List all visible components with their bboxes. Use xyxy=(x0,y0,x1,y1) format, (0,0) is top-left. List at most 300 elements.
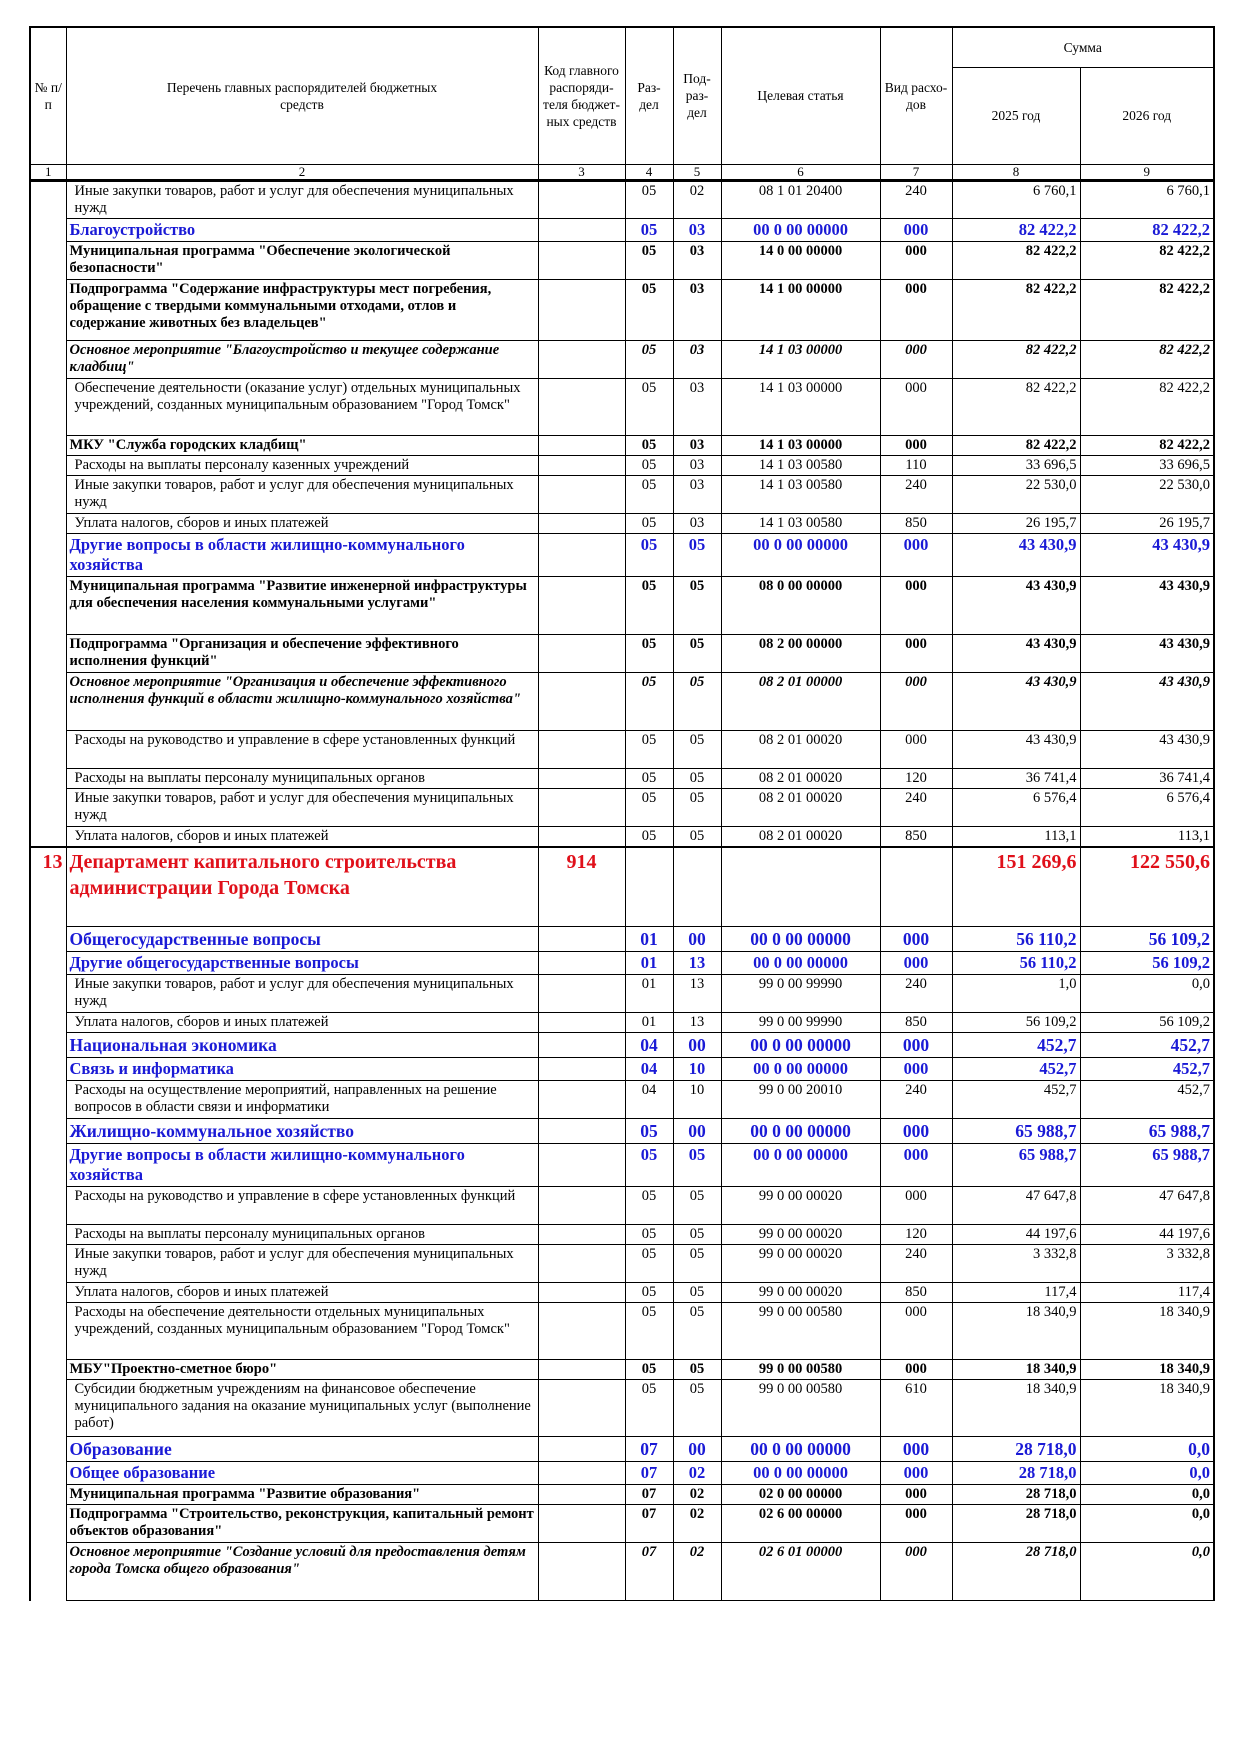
row-target xyxy=(721,847,880,927)
row-code xyxy=(538,1543,625,1601)
row-number xyxy=(30,241,66,279)
row-name: Другие вопросы в области жилищно-коммунального хозяйства xyxy=(66,533,538,576)
row-sum-2026: 65 988,7 xyxy=(1080,1144,1214,1187)
row-target: 00 0 00 00000 xyxy=(721,1119,880,1144)
row-sum-2026: 43 430,9 xyxy=(1080,576,1214,634)
row-code xyxy=(538,1119,625,1144)
row-target: 00 0 00 00000 xyxy=(721,927,880,952)
row-razdel: 01 xyxy=(625,975,673,1013)
row-sum-2025: 43 430,9 xyxy=(952,672,1080,730)
table-row xyxy=(30,180,1214,218)
row-razdel: 05 xyxy=(625,1225,673,1245)
table-row xyxy=(30,1058,1214,1081)
row-sum-2025: 452,7 xyxy=(952,1033,1080,1058)
row-sum-2025: 22 530,0 xyxy=(952,475,1080,513)
row-vid: 850 xyxy=(880,826,952,847)
row-sum-2025: 26 195,7 xyxy=(952,513,1080,533)
row-razdel: 05 xyxy=(625,455,673,475)
table-row xyxy=(30,1437,1214,1462)
row-podrazdel: 05 xyxy=(673,576,721,634)
row-name: Расходы на руководство и управление в сфере установленных функций xyxy=(66,1187,538,1225)
row-razdel: 05 xyxy=(625,180,673,218)
row-name: Основное мероприятие "Благоустройство и текущее содержание кладбищ" xyxy=(66,340,538,378)
row-target: 14 1 03 00000 xyxy=(721,378,880,435)
row-vid: 120 xyxy=(880,1225,952,1245)
row-vid: 000 xyxy=(880,218,952,241)
row-vid: 000 xyxy=(880,1303,952,1360)
table-row xyxy=(30,218,1214,241)
table-row xyxy=(30,1144,1214,1187)
row-target: 00 0 00 00000 xyxy=(721,1144,880,1187)
row-vid: 000 xyxy=(880,952,952,975)
row-target: 08 2 00 00000 xyxy=(721,634,880,672)
row-vid: 000 xyxy=(880,927,952,952)
row-target: 00 0 00 00000 xyxy=(721,1058,880,1081)
row-sum-2025: 151 269,6 xyxy=(952,847,1080,927)
row-target: 99 0 00 00020 xyxy=(721,1245,880,1283)
row-razdel: 05 xyxy=(625,241,673,279)
row-target: 02 0 00 00000 xyxy=(721,1485,880,1505)
row-sum-2025: 47 647,8 xyxy=(952,1187,1080,1225)
row-sum-2026: 113,1 xyxy=(1080,826,1214,847)
row-vid: 000 xyxy=(880,1119,952,1144)
row-sum-2025: 18 340,9 xyxy=(952,1380,1080,1437)
table-row xyxy=(30,1543,1214,1601)
row-name: Уплата налогов, сборов и иных платежей xyxy=(66,826,538,847)
row-sum-2025: 452,7 xyxy=(952,1058,1080,1081)
row-sum-2025: 452,7 xyxy=(952,1081,1080,1119)
row-target: 08 2 01 00000 xyxy=(721,672,880,730)
row-vid: 000 xyxy=(880,1505,952,1543)
row-code xyxy=(538,730,625,768)
row-number xyxy=(30,1485,66,1505)
row-sum-2026: 452,7 xyxy=(1080,1033,1214,1058)
row-podrazdel: 03 xyxy=(673,218,721,241)
table-row xyxy=(30,672,1214,730)
table-row xyxy=(30,952,1214,975)
row-razdel: 05 xyxy=(625,1360,673,1380)
row-razdel: 05 xyxy=(625,1187,673,1225)
row-podrazdel xyxy=(673,847,721,927)
table-row xyxy=(30,1033,1214,1058)
row-razdel: 05 xyxy=(625,378,673,435)
row-number xyxy=(30,768,66,788)
row-podrazdel: 05 xyxy=(673,533,721,576)
header-code: Код главного распоряди-теля бюджет-ных средств xyxy=(538,27,625,164)
row-name: Основное мероприятие "Создание условий для предоставления детям города Томска общего образования" xyxy=(66,1543,538,1601)
row-sum-2026: 43 430,9 xyxy=(1080,533,1214,576)
row-sum-2025: 43 430,9 xyxy=(952,533,1080,576)
row-name: Подпрограмма "Организация и обеспечение эффективного исполнения функций" xyxy=(66,634,538,672)
table-row xyxy=(30,1225,1214,1245)
row-sum-2025: 82 422,2 xyxy=(952,435,1080,455)
row-podrazdel: 05 xyxy=(673,788,721,826)
row-target: 08 0 00 00000 xyxy=(721,576,880,634)
row-name: МБУ"Проектно-сметное бюро" xyxy=(66,1360,538,1380)
row-sum-2026: 43 430,9 xyxy=(1080,672,1214,730)
row-sum-2025: 82 422,2 xyxy=(952,340,1080,378)
row-vid: 000 xyxy=(880,1187,952,1225)
row-number xyxy=(30,1505,66,1543)
row-podrazdel: 02 xyxy=(673,1505,721,1543)
row-sum-2025: 18 340,9 xyxy=(952,1303,1080,1360)
row-podrazdel: 05 xyxy=(673,826,721,847)
row-target: 08 1 01 20400 xyxy=(721,180,880,218)
row-sum-2025: 43 430,9 xyxy=(952,634,1080,672)
row-number xyxy=(30,435,66,455)
row-sum-2025: 65 988,7 xyxy=(952,1119,1080,1144)
row-razdel: 01 xyxy=(625,952,673,975)
header-vid: Вид расхо-дов xyxy=(880,27,952,164)
row-vid: 000 xyxy=(880,241,952,279)
row-code xyxy=(538,513,625,533)
row-vid: 000 xyxy=(880,576,952,634)
row-sum-2025: 82 422,2 xyxy=(952,279,1080,340)
row-number xyxy=(30,634,66,672)
table-header xyxy=(30,27,1214,180)
row-sum-2025: 82 422,2 xyxy=(952,218,1080,241)
row-name: Благоустройство xyxy=(66,218,538,241)
row-target: 99 0 00 00580 xyxy=(721,1303,880,1360)
row-code xyxy=(538,1380,625,1437)
header-sum: Сумма xyxy=(952,27,1214,67)
row-sum-2026: 0,0 xyxy=(1080,1505,1214,1543)
row-sum-2026: 56 109,2 xyxy=(1080,952,1214,975)
row-sum-2025: 3 332,8 xyxy=(952,1245,1080,1283)
table-row xyxy=(30,634,1214,672)
table-row xyxy=(30,475,1214,513)
row-number xyxy=(30,513,66,533)
row-code xyxy=(538,279,625,340)
row-number xyxy=(30,378,66,435)
row-number xyxy=(30,1225,66,1245)
row-name: Подпрограмма "Строительство, реконструкция, капитальный ремонт объектов образования" xyxy=(66,1505,538,1543)
row-code xyxy=(538,180,625,218)
col-number: 7 xyxy=(880,164,952,180)
table-row xyxy=(30,1505,1214,1543)
row-podrazdel: 05 xyxy=(673,1144,721,1187)
table-row xyxy=(30,1303,1214,1360)
row-name: Уплата налогов, сборов и иных платежей xyxy=(66,513,538,533)
row-sum-2025: 28 718,0 xyxy=(952,1505,1080,1543)
row-name: Связь и информатика xyxy=(66,1058,538,1081)
row-name: МКУ "Служба городских кладбищ" xyxy=(66,435,538,455)
row-vid: 000 xyxy=(880,730,952,768)
col-number: 4 xyxy=(625,164,673,180)
row-code: 914 xyxy=(538,847,625,927)
row-name: Расходы на выплаты персоналу казенных учреждений xyxy=(66,455,538,475)
row-number xyxy=(30,927,66,952)
row-razdel: 05 xyxy=(625,826,673,847)
row-sum-2026: 18 340,9 xyxy=(1080,1380,1214,1437)
row-target: 08 2 01 00020 xyxy=(721,768,880,788)
row-number xyxy=(30,340,66,378)
row-sum-2025: 36 741,4 xyxy=(952,768,1080,788)
row-sum-2026: 122 550,6 xyxy=(1080,847,1214,927)
row-name: Расходы на выплаты персоналу муниципальных органов xyxy=(66,1225,538,1245)
row-vid: 000 xyxy=(880,279,952,340)
row-name: Другие вопросы в области жилищно-коммунального хозяйства xyxy=(66,1144,538,1187)
row-code xyxy=(538,1013,625,1033)
row-vid: 240 xyxy=(880,1245,952,1283)
row-vid: 000 xyxy=(880,1543,952,1601)
row-vid: 000 xyxy=(880,378,952,435)
row-number xyxy=(30,1144,66,1187)
row-sum-2026: 43 430,9 xyxy=(1080,730,1214,768)
row-sum-2025: 6 576,4 xyxy=(952,788,1080,826)
row-code xyxy=(538,455,625,475)
table-row xyxy=(30,1485,1214,1505)
row-podrazdel: 10 xyxy=(673,1081,721,1119)
row-sum-2025: 56 109,2 xyxy=(952,1013,1080,1033)
row-code xyxy=(538,1360,625,1380)
row-name: Департамент капитального строительства администрации Города Томска xyxy=(66,847,538,927)
header-razdel: Раз-дел xyxy=(625,27,673,164)
row-name: Основное мероприятие "Организация и обеспечение эффективного исполнения функций в области жилищно-коммунального хозяйства" xyxy=(66,672,538,730)
table-row xyxy=(30,241,1214,279)
row-podrazdel: 00 xyxy=(673,1437,721,1462)
row-code xyxy=(538,634,625,672)
row-target: 08 2 01 00020 xyxy=(721,826,880,847)
row-vid: 240 xyxy=(880,1081,952,1119)
row-sum-2026: 6 760,1 xyxy=(1080,180,1214,218)
row-code xyxy=(538,1283,625,1303)
row-podrazdel: 05 xyxy=(673,1187,721,1225)
row-code xyxy=(538,672,625,730)
row-podrazdel: 03 xyxy=(673,435,721,455)
row-sum-2025: 18 340,9 xyxy=(952,1360,1080,1380)
row-sum-2026: 82 422,2 xyxy=(1080,378,1214,435)
row-razdel: 05 xyxy=(625,634,673,672)
row-vid: 000 xyxy=(880,340,952,378)
row-podrazdel: 05 xyxy=(673,634,721,672)
row-vid: 610 xyxy=(880,1380,952,1437)
row-podrazdel: 05 xyxy=(673,768,721,788)
row-code xyxy=(538,340,625,378)
row-sum-2026: 56 109,2 xyxy=(1080,927,1214,952)
row-podrazdel: 13 xyxy=(673,952,721,975)
row-vid: 000 xyxy=(880,1437,952,1462)
row-razdel: 05 xyxy=(625,435,673,455)
col-number: 3 xyxy=(538,164,625,180)
row-target: 08 2 01 00020 xyxy=(721,730,880,768)
row-razdel: 05 xyxy=(625,1245,673,1283)
row-sum-2025: 28 718,0 xyxy=(952,1437,1080,1462)
table-row xyxy=(30,788,1214,826)
row-sum-2026: 0,0 xyxy=(1080,1462,1214,1485)
table-row xyxy=(30,975,1214,1013)
row-sum-2026: 82 422,2 xyxy=(1080,435,1214,455)
row-name: Уплата налогов, сборов и иных платежей xyxy=(66,1283,538,1303)
row-name: Уплата налогов, сборов и иных платежей xyxy=(66,1013,538,1033)
row-sum-2026: 33 696,5 xyxy=(1080,455,1214,475)
row-name: Жилищно-коммунальное хозяйство xyxy=(66,1119,538,1144)
table-row xyxy=(30,455,1214,475)
row-name: Иные закупки товаров, работ и услуг для обеспечения муниципальных нужд xyxy=(66,788,538,826)
row-sum-2025: 28 718,0 xyxy=(952,1543,1080,1601)
row-number xyxy=(30,1462,66,1485)
row-podrazdel: 03 xyxy=(673,378,721,435)
row-sum-2026: 0,0 xyxy=(1080,1485,1214,1505)
row-vid xyxy=(880,847,952,927)
row-code xyxy=(538,952,625,975)
row-podrazdel: 02 xyxy=(673,180,721,218)
row-code xyxy=(538,1187,625,1225)
row-name: Расходы на обеспечение деятельности отдельных муниципальных учреждений, созданных муниципальным образованием "Город Томск" xyxy=(66,1303,538,1360)
table-row xyxy=(30,1380,1214,1437)
row-target: 14 1 03 00000 xyxy=(721,435,880,455)
row-sum-2025: 28 718,0 xyxy=(952,1485,1080,1505)
row-razdel: 05 xyxy=(625,788,673,826)
row-razdel: 05 xyxy=(625,768,673,788)
row-razdel: 05 xyxy=(625,279,673,340)
row-target: 00 0 00 00000 xyxy=(721,1033,880,1058)
row-sum-2025: 44 197,6 xyxy=(952,1225,1080,1245)
row-sum-2025: 65 988,7 xyxy=(952,1144,1080,1187)
row-razdel: 05 xyxy=(625,1380,673,1437)
row-name: Подпрограмма "Содержание инфраструктуры мест погребения, обращение с твердыми коммунальными отходами, отлов и содержание животных без владельцев" xyxy=(66,279,538,340)
row-razdel: 07 xyxy=(625,1543,673,1601)
row-sum-2025: 82 422,2 xyxy=(952,378,1080,435)
row-target: 99 0 00 20010 xyxy=(721,1081,880,1119)
row-code xyxy=(538,975,625,1013)
row-razdel: 01 xyxy=(625,1013,673,1033)
row-vid: 240 xyxy=(880,788,952,826)
row-name: Иные закупки товаров, работ и услуг для обеспечения муниципальных нужд xyxy=(66,975,538,1013)
row-sum-2026: 26 195,7 xyxy=(1080,513,1214,533)
row-razdel: 05 xyxy=(625,1283,673,1303)
row-sum-2026: 65 988,7 xyxy=(1080,1119,1214,1144)
row-vid: 000 xyxy=(880,435,952,455)
row-target: 99 0 00 00020 xyxy=(721,1187,880,1225)
row-number xyxy=(30,576,66,634)
row-number xyxy=(30,788,66,826)
row-sum-2026: 22 530,0 xyxy=(1080,475,1214,513)
row-sum-2025: 113,1 xyxy=(952,826,1080,847)
row-podrazdel: 05 xyxy=(673,1303,721,1360)
row-vid: 000 xyxy=(880,672,952,730)
row-podrazdel: 03 xyxy=(673,513,721,533)
row-vid: 240 xyxy=(880,975,952,1013)
row-name: Иные закупки товаров, работ и услуг для обеспечения муниципальных нужд xyxy=(66,475,538,513)
row-name: Муниципальная программа "Обеспечение экологической безопасности" xyxy=(66,241,538,279)
row-podrazdel: 03 xyxy=(673,455,721,475)
row-number xyxy=(30,975,66,1013)
table-row xyxy=(30,340,1214,378)
row-number xyxy=(30,1303,66,1360)
row-podrazdel: 03 xyxy=(673,475,721,513)
row-name: Расходы на руководство и управление в сфере установленных функций xyxy=(66,730,538,768)
table-row xyxy=(30,768,1214,788)
row-vid: 240 xyxy=(880,180,952,218)
row-sum-2025: 56 110,2 xyxy=(952,952,1080,975)
row-vid: 000 xyxy=(880,1058,952,1081)
row-name: Субсидии бюджетным учреждениям на финансовое обеспечение муниципального задания на оказание муниципальных услуг (выполнение работ) xyxy=(66,1380,538,1437)
row-target: 02 6 00 00000 xyxy=(721,1505,880,1543)
row-razdel: 05 xyxy=(625,475,673,513)
table-row xyxy=(30,1187,1214,1225)
row-name: Обеспечение деятельности (оказание услуг) отдельных муниципальных учреждений, созданных муниципальным образованием "Город Томск" xyxy=(66,378,538,435)
row-vid: 000 xyxy=(880,1144,952,1187)
row-razdel: 07 xyxy=(625,1462,673,1485)
col-number: 1 xyxy=(30,164,66,180)
row-sum-2026: 117,4 xyxy=(1080,1283,1214,1303)
row-code xyxy=(538,241,625,279)
row-podrazdel: 13 xyxy=(673,975,721,1013)
column-numbers-row xyxy=(30,164,1214,180)
header-2025: 2025 год xyxy=(952,67,1080,164)
row-sum-2026: 44 197,6 xyxy=(1080,1225,1214,1245)
row-razdel: 01 xyxy=(625,927,673,952)
row-number xyxy=(30,730,66,768)
row-number xyxy=(30,1283,66,1303)
table-row xyxy=(30,1360,1214,1380)
row-name: Другие общегосударственные вопросы xyxy=(66,952,538,975)
row-target: 99 0 00 99990 xyxy=(721,975,880,1013)
row-name: Расходы на осуществление мероприятий, направленных на решение вопросов в области связи и информатики xyxy=(66,1081,538,1119)
row-code xyxy=(538,1033,625,1058)
row-number xyxy=(30,455,66,475)
row-vid: 000 xyxy=(880,634,952,672)
row-razdel: 05 xyxy=(625,513,673,533)
row-code xyxy=(538,826,625,847)
row-razdel: 05 xyxy=(625,533,673,576)
row-sum-2026: 82 422,2 xyxy=(1080,340,1214,378)
budget-table xyxy=(29,26,1215,1601)
row-code xyxy=(538,475,625,513)
table-row xyxy=(30,533,1214,576)
row-razdel: 05 xyxy=(625,1119,673,1144)
row-sum-2026: 0,0 xyxy=(1080,1543,1214,1601)
row-number xyxy=(30,1119,66,1144)
row-number xyxy=(30,1081,66,1119)
row-name: Расходы на выплаты персоналу муниципальных органов xyxy=(66,768,538,788)
table-row xyxy=(30,378,1214,435)
table-row xyxy=(30,730,1214,768)
row-target: 99 0 00 99990 xyxy=(721,1013,880,1033)
row-code xyxy=(538,1485,625,1505)
row-name: Образование xyxy=(66,1437,538,1462)
row-razdel: 05 xyxy=(625,730,673,768)
table-row xyxy=(30,1013,1214,1033)
row-number xyxy=(30,1380,66,1437)
row-podrazdel: 00 xyxy=(673,1119,721,1144)
row-number xyxy=(30,1013,66,1033)
row-podrazdel: 00 xyxy=(673,927,721,952)
row-podrazdel: 00 xyxy=(673,1033,721,1058)
row-target: 99 0 00 00580 xyxy=(721,1380,880,1437)
row-sum-2026: 452,7 xyxy=(1080,1081,1214,1119)
row-razdel: 07 xyxy=(625,1485,673,1505)
row-podrazdel: 05 xyxy=(673,672,721,730)
table-row xyxy=(30,513,1214,533)
row-number xyxy=(30,952,66,975)
row-number xyxy=(30,1033,66,1058)
row-code xyxy=(538,576,625,634)
row-target: 14 1 03 00000 xyxy=(721,340,880,378)
table-row xyxy=(30,927,1214,952)
row-target: 99 0 00 00020 xyxy=(721,1225,880,1245)
row-vid: 850 xyxy=(880,1013,952,1033)
row-sum-2025: 56 110,2 xyxy=(952,927,1080,952)
row-vid: 000 xyxy=(880,533,952,576)
row-podrazdel: 05 xyxy=(673,1225,721,1245)
row-podrazdel: 02 xyxy=(673,1485,721,1505)
header-num: № п/п xyxy=(30,27,66,164)
row-podrazdel: 05 xyxy=(673,1380,721,1437)
row-sum-2026: 18 340,9 xyxy=(1080,1360,1214,1380)
row-name: Национальная экономика xyxy=(66,1033,538,1058)
